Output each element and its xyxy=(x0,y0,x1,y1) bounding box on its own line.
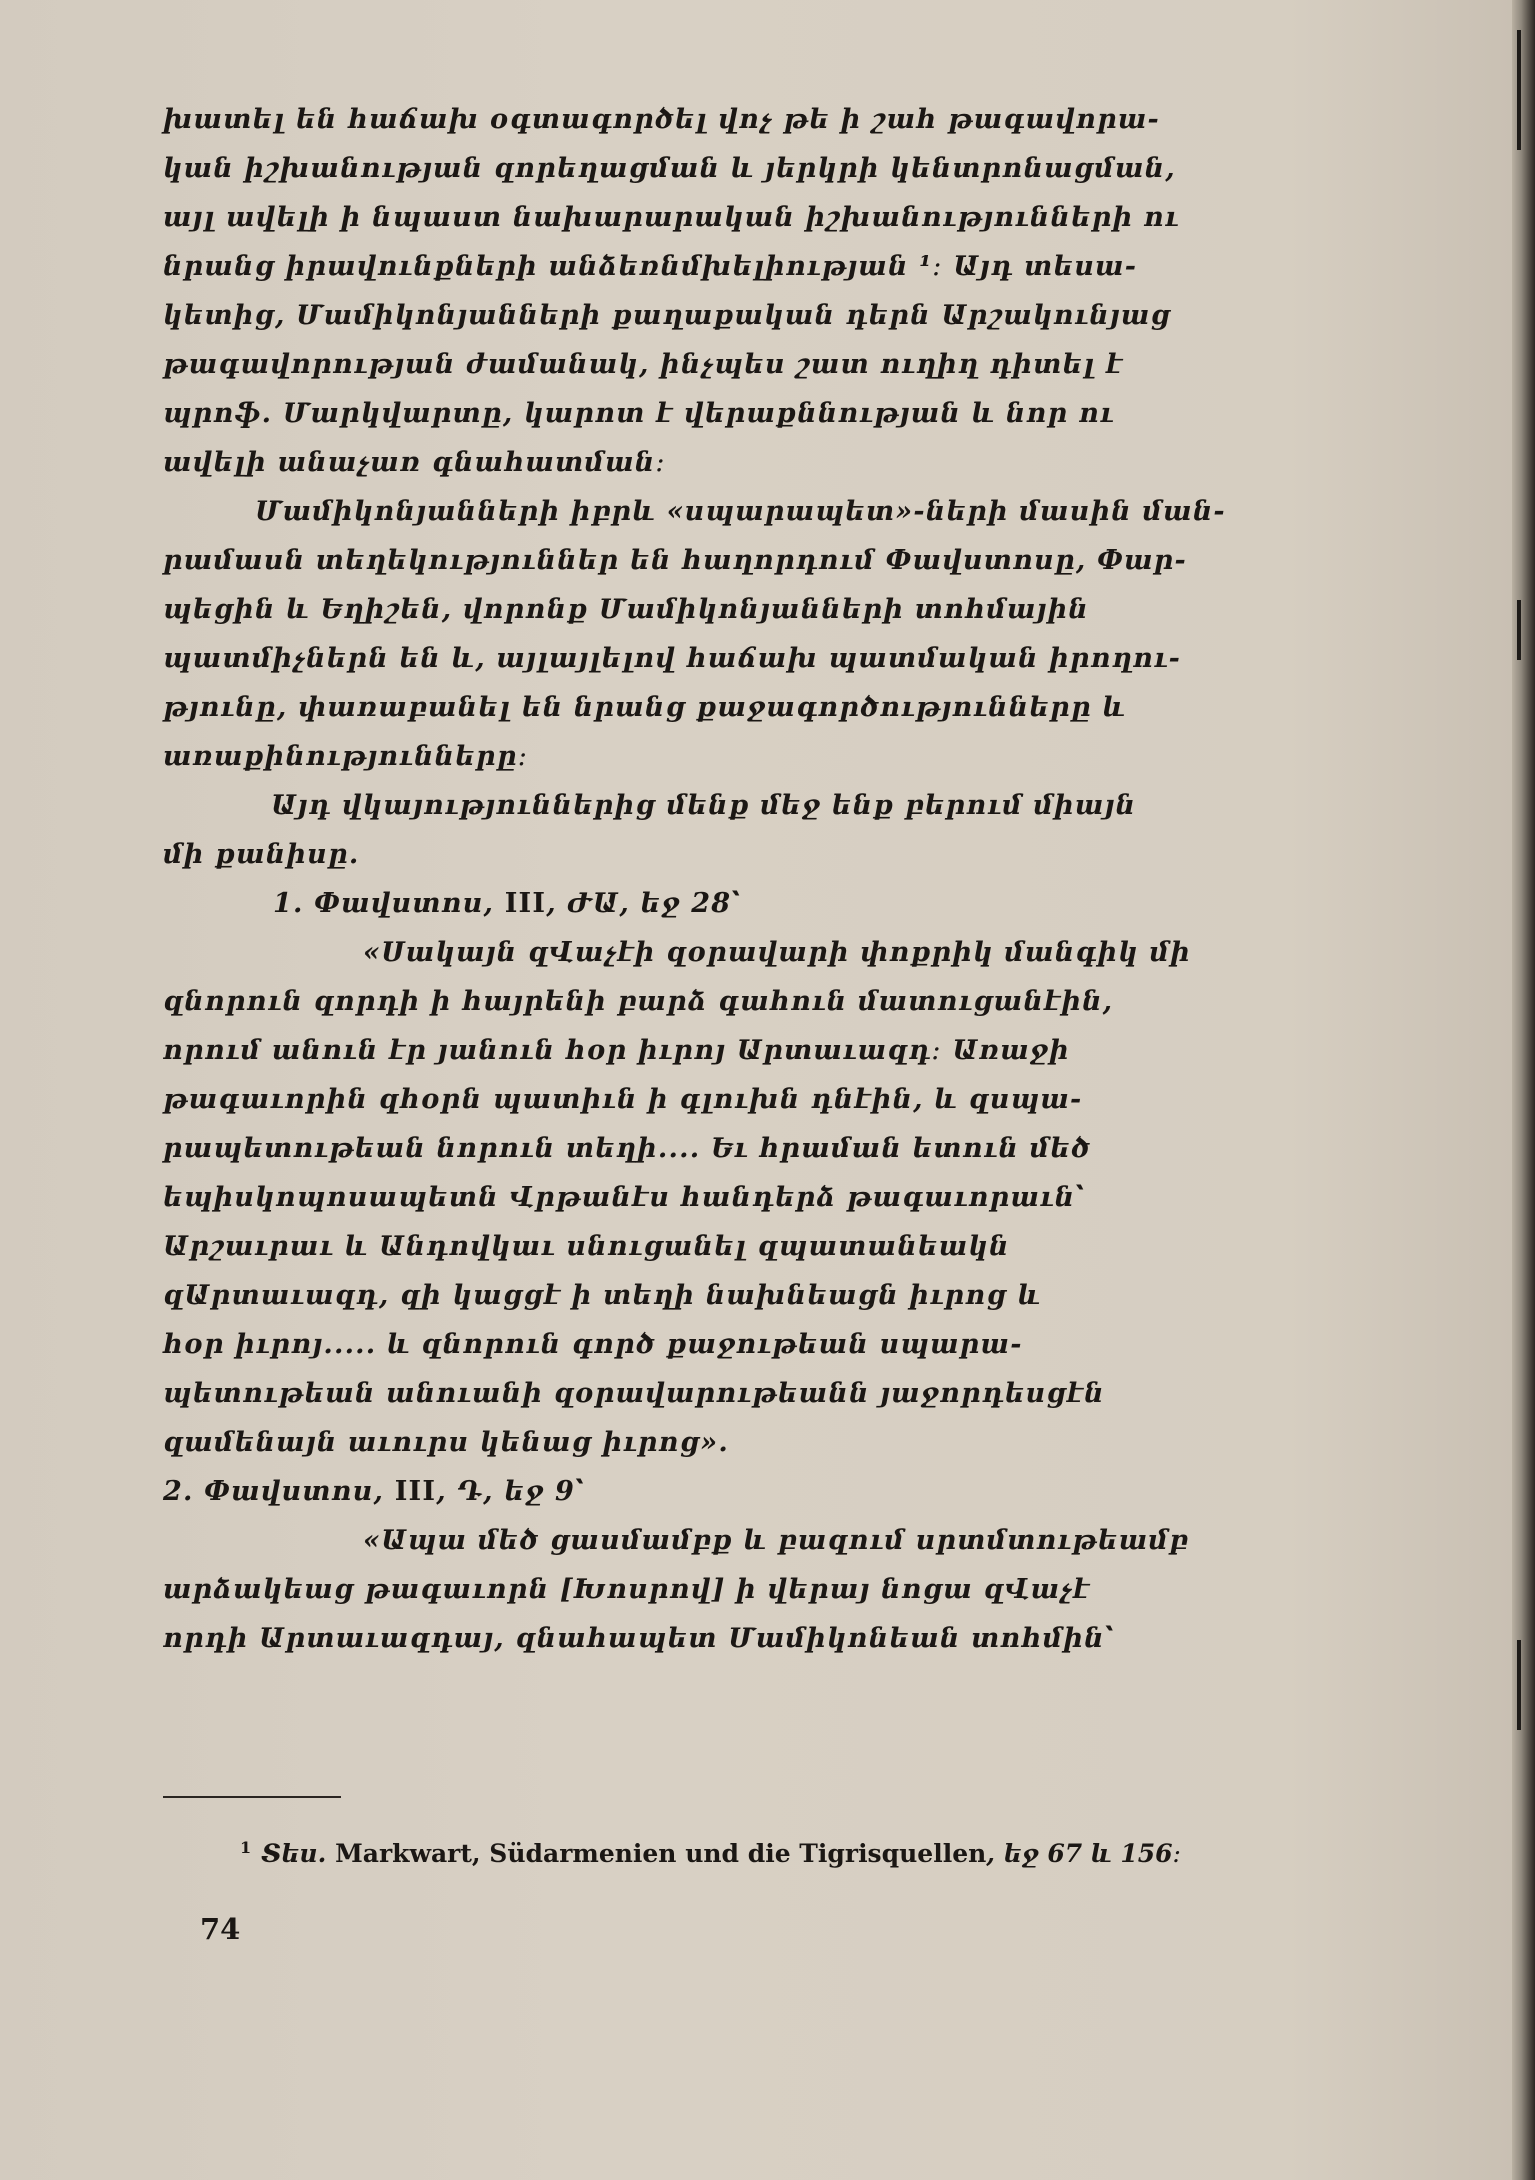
quote-line: զամենայն աւուրս կենաց իւրոց»․ xyxy=(163,1427,729,1458)
body-line: պատմիչներն են և, այլայլելով հաճախ պատմական իրողու- xyxy=(163,643,1182,674)
body-line: ավելի անաչառ գնահատման։ xyxy=(163,447,666,478)
footnote-divider xyxy=(163,1796,341,1798)
citation-2-prefix: 2․ Փավստոս, xyxy=(163,1476,395,1507)
footnote-source: Markwart, Südarmenien und die Tigrisquellen xyxy=(335,1839,987,1868)
quote-line: եպիսկոպոսապետն Վրթանէս հանդերձ թագաւորաւն՝ xyxy=(163,1182,1086,1213)
citation-2-suffix: , Դ, եջ 9՝ xyxy=(436,1476,585,1507)
quote-line: Արշաւրաւ և Անդովկաւ սնուցանել զպատանեակն xyxy=(163,1231,1010,1262)
book-gutter-edge xyxy=(1512,0,1535,2180)
body-line: պրոֆ․ Մարկվարտը, կարոտ է վերաքննության և նոր ու xyxy=(163,398,1115,429)
body-line: րամասն տեղեկություններ են հաղորդում Փավստոսը, Փար- xyxy=(163,545,1187,576)
body-line: խատել են հաճախ օգտագործել վոչ թե ի շահ թագավորա- xyxy=(163,104,1160,135)
body-line: առաքինությունները։ xyxy=(163,741,529,772)
gutter-shadow xyxy=(1517,600,1521,660)
quote-line: «Ապա մեծ ցասմամբք և բազում սրտմտութեամբ xyxy=(363,1525,1190,1556)
quote-line: որում անուն էր յանուն հօր իւրոյ Արտաւազդ։ Առաջի xyxy=(163,1035,1070,1066)
body-line: կան իշխանության զորեղացման և յերկրի կենտրոնացման, xyxy=(163,153,1176,184)
quote-line: հօր իւրոյ․․․․․ և զնորուն գործ քաջութեան սպարա- xyxy=(163,1329,1023,1360)
gutter-shadow xyxy=(1517,30,1521,150)
quote-line: զնորուն զորդի ի հայրենի բարձ գահուն մատուցանէին, xyxy=(163,986,1114,1017)
body-line: Այդ վկայություններից մենք մեջ ենք բերում միայն xyxy=(271,790,1137,821)
body-line: մի քանիսը․ xyxy=(163,839,360,870)
footnote-pages: , եջ 67 և 156։ xyxy=(986,1839,1182,1868)
page-number: 74 xyxy=(200,1912,241,1946)
citation-1-volume: III xyxy=(504,888,547,919)
main-text xyxy=(163,95,1313,1663)
footnote-marker: 1 xyxy=(240,1838,252,1857)
quote-line: զԱրտաւազդ, զի կացցէ ի տեղի նախնեացն իւրոց և xyxy=(163,1280,1042,1311)
citation-2-volume: III xyxy=(394,1476,437,1507)
body-line: այլ ավելի ի նպաստ նախարարական իշխանությունների ու xyxy=(163,202,1180,233)
quote-line: րապետութեան նորուն տեղի․․․․ Եւ հրաման ետուն մեծ xyxy=(163,1133,1092,1164)
quote-line: «Սակայն զՎաչէի զօրավարի փոքրիկ մանգիկ մի xyxy=(363,937,1191,968)
footnote-see: Տես xyxy=(261,1839,318,1868)
citation-1-suffix: , ԺԱ, եջ 28՝ xyxy=(546,888,742,919)
footnote: $^1$ Տես․ Markwart, Südarmenien und die Tigrisquellen, եջ 67 և 156։ xyxy=(240,1838,1182,1868)
citation-2 xyxy=(163,1467,1313,1516)
body-line: Մամիկոնյանների իբրև «սպարապետ»-ների մասին ման- xyxy=(255,496,1226,527)
gutter-shadow xyxy=(1517,1640,1521,1730)
quote-line: պետութեան անուանի զօրավարութեանն յաջորդեսցէն xyxy=(163,1378,1105,1409)
citation-1 xyxy=(163,879,1313,928)
body-line: կետից, Մամիկոնյանների քաղաքական դերն Արշակունյաց xyxy=(163,300,1171,331)
body-line: պեցին և Եղիշեն, վորոնք Մամիկոնյանների տոհմային xyxy=(163,594,1089,625)
body-line: թագավորության ժամանակ, ինչպես շատ ուղիղ դիտել է xyxy=(163,349,1124,380)
quote-line: որդի Արտաւազդայ, զնահապետ Մամիկոնեան տոհմին՝ xyxy=(163,1623,1115,1654)
quote-line: թագաւորին զհօրն պատիւն ի գլուխն դնէին, և զսպա- xyxy=(163,1084,1083,1115)
citation-1-prefix: 1․ Փավստոս, xyxy=(273,888,505,919)
quote-line: արձակեաց թագաւորն [Խոսրով] ի վերայ նոցա զՎաչէ xyxy=(163,1574,1091,1605)
body-line: թյունը, փառաբանել են նրանց քաջագործությունները և xyxy=(163,692,1127,723)
body-line: նրանց իրավունքների անձեռնմխելիության ¹։ Այդ տեսա- xyxy=(163,251,1138,282)
